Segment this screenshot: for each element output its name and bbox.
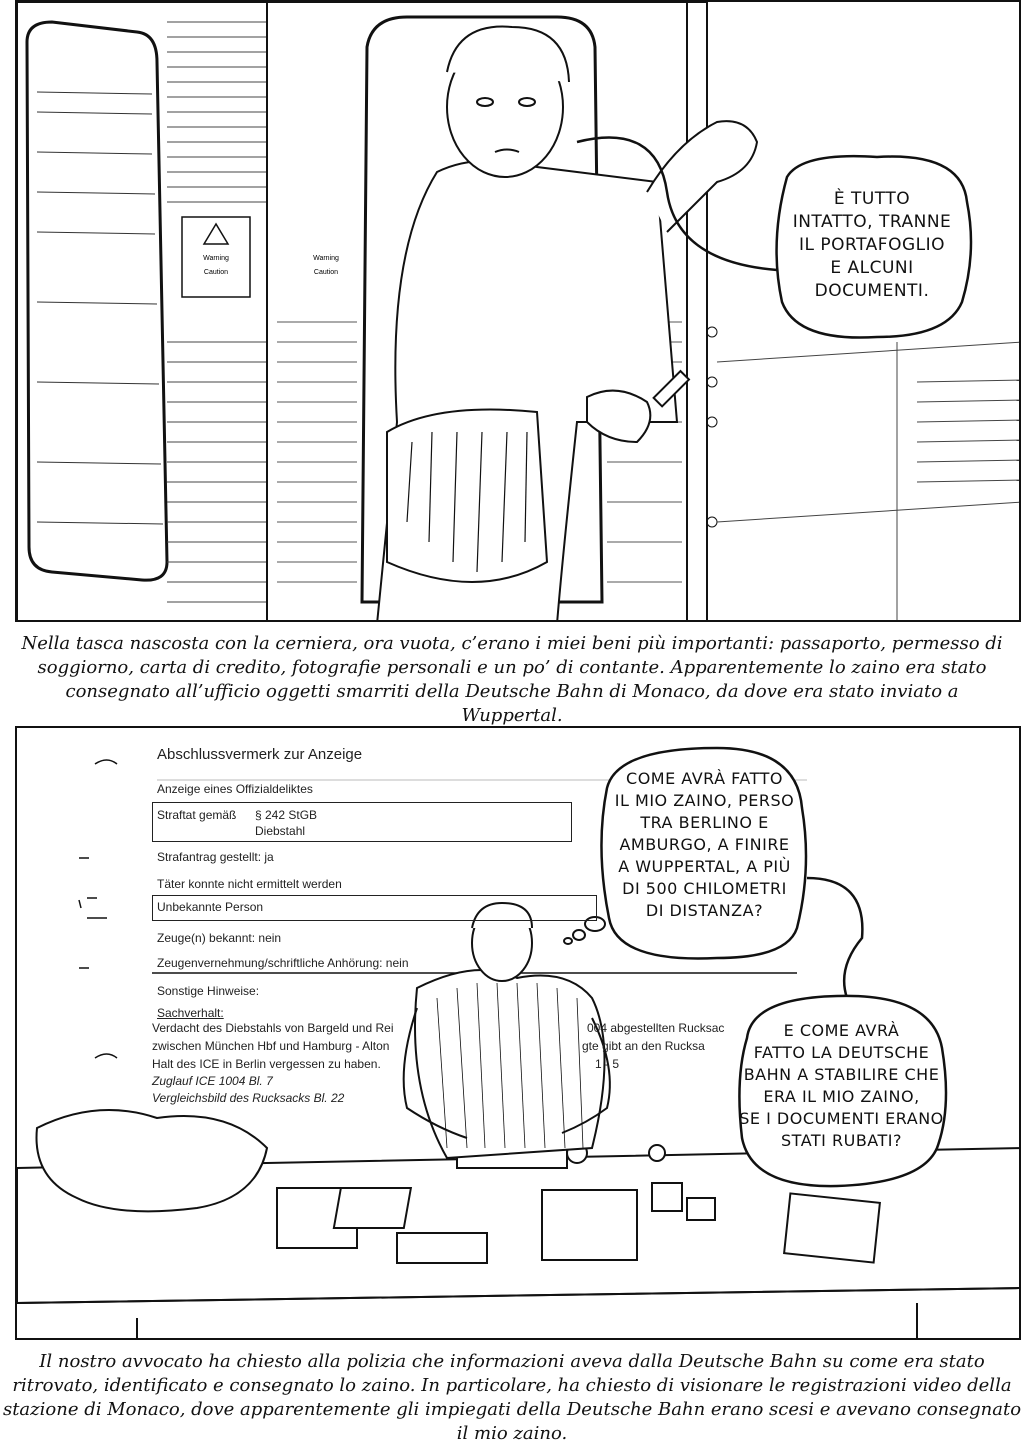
doc-strafantrag: Strafantrag gestellt: ja (157, 850, 274, 864)
thought-dot-small (564, 938, 572, 944)
doc-line-2: zwischen München Hbf und Hamburg - Alton (152, 1039, 390, 1053)
thought-bubble-text: COME AVRÀ FATTO IL MIO ZAINO, PERSO TRA BERLINO E AMBURGO, A FINIRE A WUPPERTAL, A PIÙ DI 500 CHILOMETRI DI DISTANZA? (614, 769, 795, 920)
doc-line-3: Halt des ICE in Berlin vergessen zu haben. (152, 1057, 381, 1071)
sign-label-warning-1: Warning (203, 255, 229, 262)
doc-hinweise: Sonstige Hinweise: (157, 984, 260, 998)
doc-line-1: Verdacht des Diebstahls von Bargeld und Rei (152, 1021, 394, 1035)
thought-dot-medium (573, 930, 585, 940)
doc-vernehmung: Zeugenvernehmung/schriftliche Anhörung: nein (157, 956, 409, 970)
doc-taeter: Täter konnte nicht ermittelt werden (157, 877, 342, 891)
doc-line-5: Vergleichsbild des Rucksacks Bl. 22 (152, 1091, 345, 1105)
doc-straftat-label: Straftat gemäß (157, 808, 237, 822)
sign-label-warning-2: Warning (313, 255, 339, 262)
doc-line-4: Zuglauf ICE 1004 Bl. 7 (152, 1074, 273, 1088)
sign-label-caution-1: Caution (203, 269, 229, 276)
sign-label-caution-2: Caution (313, 269, 339, 276)
doc-line-1-end: 004 abgestellten Rucksac (587, 1021, 725, 1035)
speech-bubble-1-text: È TUTTO INTATTO, TRANNE IL PORTAFOGLIO E ALCUNI DOCUMENTI. (792, 189, 952, 301)
speech-bubble-2-text: E COME AVRÀ FATTO LA DEUTSCHE BAHN A STABILIRE CHE ERA IL MIO ZAINO, SE I DOCUMENTI ERANO STATI RUBATI? (739, 1021, 944, 1150)
doc-line-3-end: 1 - 5 (595, 1057, 620, 1071)
doc-title: Abschlussvermerk zur Anzeige (157, 746, 363, 763)
doc-straftat-code: § 242 StGB (255, 808, 318, 822)
panel-police-report (15, 726, 1021, 1340)
train-door-illustration (17, 2, 1021, 622)
caption-2: Il nostro avvocato ha chiesto alla polizia che informazioni aveva dalla Deutsche Bahn su come era stato ritrovato, identificato e consegnato lo zaino. In particolare, ha chiesto di visionare le registrazioni video della stazione di Monaco, dove apparentemente gli impiegati della Deutsche Bahn erano scesi e avevano consegnato il mio zaino. (2, 1351, 1022, 1444)
caption-1: Nella tasca nascosta con la cerniera, ora vuota, c’erano i miei beni più importanti: passaporto, permesso di soggiorno, carta di credito, fotografie personali e un po’ di contante. Apparentemente lo zaino era stato consegnato all’ufficio oggetti smarriti della Deutsche Bahn di Monaco, da dove era stato inviato a Wuppertal. (21, 633, 1003, 726)
doc-line-2-end: gte gibt an den Rucksa (582, 1039, 705, 1053)
doc-zeugen: Zeuge(n) bekannt: nein (157, 931, 282, 945)
doc-straftat-name: Diebstahl (255, 824, 306, 838)
doc-unbekannt: Unbekannte Person (157, 900, 264, 914)
doc-subtitle: Anzeige eines Offizialdeliktes (157, 782, 313, 796)
panel-train-door (15, 0, 1021, 622)
seated-man-figure (404, 903, 610, 1158)
bubble-connector (807, 878, 862, 998)
doc-sachverhalt: Sachverhalt: (157, 1006, 224, 1020)
